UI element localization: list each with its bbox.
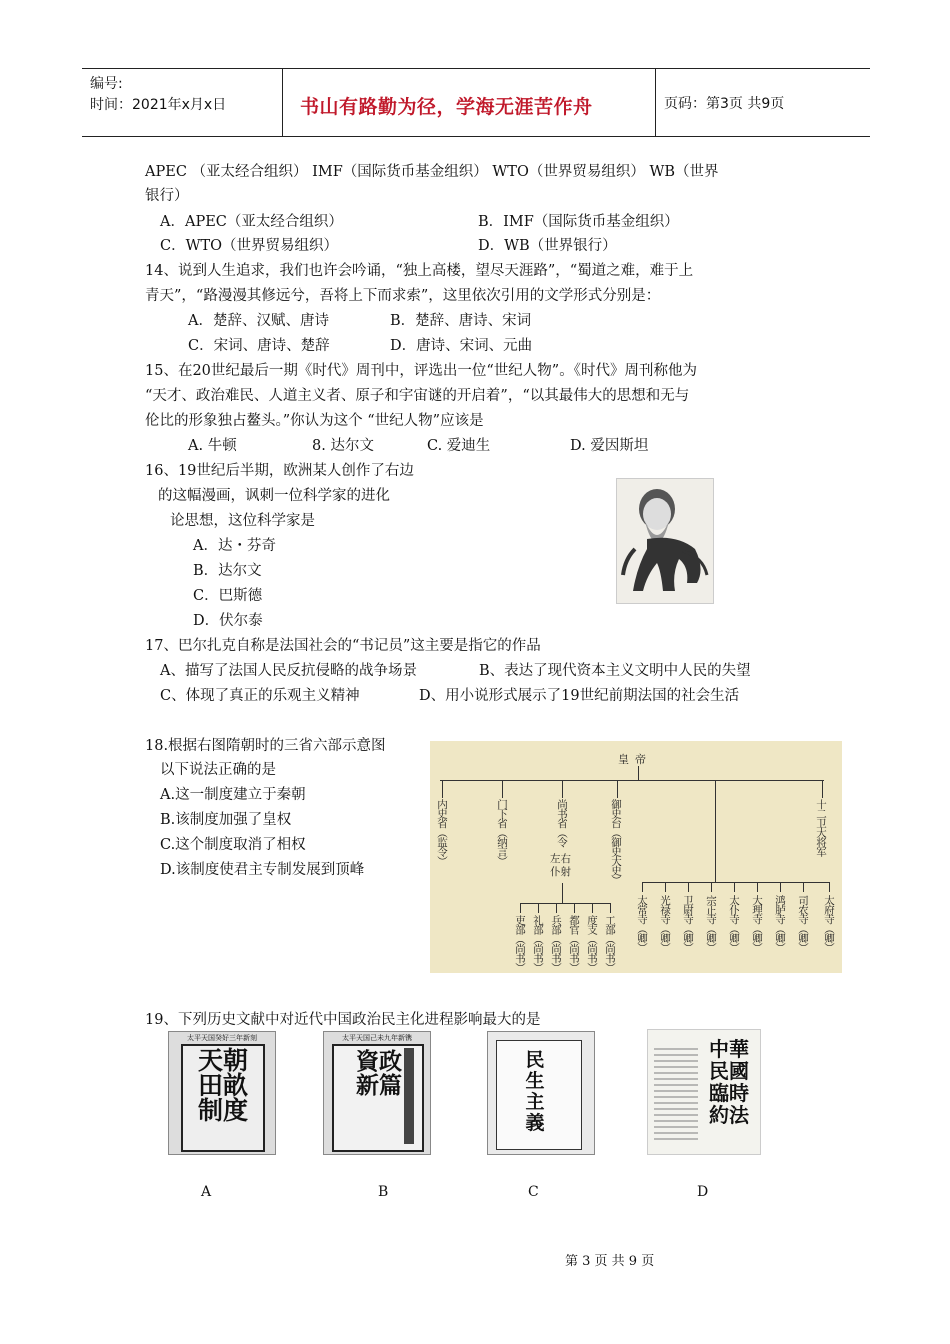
header-date: 时间：2021年x月x日 [90, 97, 227, 113]
darwin-cartoon-image [616, 478, 714, 604]
temple-zongzheng: 宗正寺（卿） [705, 895, 717, 952]
doc-a-banner: 太平天国癸好三年新刻 [187, 1034, 257, 1042]
temple-sinong: 司农寺（卿） [797, 895, 809, 952]
ministry-duzhi: 度支（尚书） [586, 915, 598, 972]
q16-option-a: A．达・芬奇 [193, 538, 276, 554]
q15-option-b: 8. 达尔文 [312, 438, 374, 454]
doc-c-title: 民生主義 [525, 1049, 545, 1134]
document-image-d [647, 1029, 761, 1155]
q14-line2: 青天”，“路漫漫其修远兮，吾将上下而求索”，这里依次引用的文学形式分别是： [145, 288, 661, 304]
doc-a-title: 天朝田畝制度 [197, 1046, 248, 1125]
header-page-label: 页码：第3页 共9页 [664, 96, 785, 112]
q17-option-a: A、描写了法国人民反抗侵略的战争场景 [160, 663, 417, 679]
header-meta [90, 74, 226, 116]
branch-neishi: 内史省（监令） [436, 799, 448, 866]
temple-taichang: 太常寺（卿） [636, 895, 648, 952]
q18-line2: 以下说法正确的是 [160, 762, 276, 778]
temple-guanglu: 光禄寺（卿） [659, 895, 671, 952]
q15-line2: “天才、政治难民、人道主义者、原子和宇宙谜的开启着”，“以其最伟大的思想和无与 [145, 388, 690, 404]
q14-option-d: D．唐诗、宋词、元曲 [390, 338, 533, 354]
q13-line2: 银行） [145, 188, 189, 204]
doc-a-label: A [201, 1184, 212, 1200]
q18-option-b: B.该制度加强了皇权 [160, 812, 292, 828]
header-divider-right [655, 68, 656, 136]
doc-c-label: C [528, 1184, 539, 1200]
q13-option-b: B．IMF（国际货币基金组织） [478, 214, 679, 230]
doc-b-banner: 太平天国己未九年新镌 [342, 1034, 412, 1042]
doc-b-label: B [378, 1184, 389, 1200]
ministry-gong: 工部（尚书） [604, 915, 616, 972]
branch-yushi: 御史台（御史大史） [610, 799, 622, 885]
q16-line2: 的这幅漫画，讽刺一位科学家的进化 [158, 488, 390, 504]
q15-option-c: C. 爱迪生 [427, 438, 491, 454]
q14-option-b: B．楚辞、唐诗、宋词 [390, 313, 532, 329]
temple-dali: 大理寺（卿） [751, 895, 763, 952]
branch-shangshu: 尚书省（令 [556, 799, 568, 847]
q14-option-a: A．楚辞、汉赋、唐诗 [188, 313, 329, 329]
ministry-li-personnel: 吏部（尚书） [514, 915, 526, 972]
q19-line1: 19、下列历史文献中对近代中国政治民主化进程影响最大的是 [145, 1012, 541, 1028]
temple-honglu: 鸿胪寺（卿） [774, 895, 786, 952]
q13-option-d: D．WB（世界银行） [478, 238, 617, 254]
q15-line3: 伦比的形象独占鳌头。”你认为这个 “世纪人物”应该是 [145, 413, 484, 429]
q16-option-d: D．伏尔泰 [193, 613, 263, 629]
q17-line1: 17、巴尔扎克自称是法国社会的“书记员”这主要是指它的作品 [145, 638, 541, 654]
shangshu-deputies: 左右仆射 [550, 853, 571, 878]
q18-line1: 18.根据右图隋朝时的三省六部示意图 [145, 738, 386, 754]
header-bottom-rule [82, 136, 870, 137]
temple-taipu: 太仆寺（卿） [728, 895, 740, 952]
q16-option-c: C．巴斯德 [193, 588, 263, 604]
q18-option-d: D.该制度使君主专制发展到顶峰 [160, 862, 365, 878]
q17-option-d: D、用小说形式展示了19世纪前期法国的社会生活 [419, 688, 740, 704]
doc-d-title: 中華民國臨時約法 [709, 1037, 749, 1127]
emperor-node: 皇帝 [618, 753, 652, 766]
q14-line1: 14、说到人生追求，我们也许会吟诵，“独上高楼，望尽天涯路”，“蜀道之难，难于上 [145, 263, 694, 279]
doc-d-label: D [697, 1184, 709, 1200]
q13-option-a: A．APEC（亚太经合组织） [160, 214, 343, 230]
document-image-a [168, 1031, 276, 1155]
branch-menxia: 门下省（纳言） [496, 799, 508, 866]
header-divider-left [282, 68, 283, 136]
document-image-c [487, 1031, 595, 1155]
footer-page-number: 第 3 页 共 9 页 [565, 1254, 655, 1269]
doc-b-title: 資政新篇 [356, 1048, 402, 1099]
q13-option-c: C．WTO（世界贸易组织） [160, 238, 339, 254]
header-top-rule [82, 68, 870, 69]
document-image-b [323, 1031, 431, 1155]
ministry-bing: 兵部（尚书） [550, 915, 562, 972]
q17-option-b: B、表达了现代资本主义文明中人民的失望 [479, 663, 751, 679]
temple-taifu: 太府寺（卿） [823, 895, 835, 952]
branch-twelve-guards: 十二卫大将军 [815, 799, 827, 856]
temple-weiwei: 卫尉寺（卿） [682, 895, 694, 952]
q18-option-c: C.这个制度取消了相权 [160, 837, 306, 853]
sui-three-departments-diagram [430, 741, 842, 973]
header-number: 编号: [90, 76, 123, 92]
q15-option-a: A. 牛顿 [188, 438, 237, 454]
q17-option-c: C、体现了真正的乐观主义精神 [160, 688, 360, 704]
q13-line1: APEC （亚太经合组织） IMF（国际货币基金组织） WTO（世界贸易组织） WB（世界 [145, 164, 719, 180]
ministry-duguan: 都官（尚书） [568, 915, 580, 972]
header-motto: 书山有路勤为径，学海无涯苦作舟 [300, 96, 593, 118]
q15-line1: 15、在20世纪最后一期《时代》周刊中，评选出一位“世纪人物”。《时代》周刊称他为 [145, 363, 697, 379]
q18-option-a: A.这一制度建立于秦朝 [160, 787, 306, 803]
q16-option-b: B．达尔文 [193, 563, 262, 579]
q15-option-d: D. 爱因斯坦 [570, 438, 649, 454]
q16-line1: 16、19世纪后半期，欧洲某人创作了右边 [145, 463, 414, 479]
ministry-li-rites: 礼部（尚书） [532, 915, 544, 972]
q14-option-c: C．宋词、唐诗、楚辞 [188, 338, 330, 354]
q16-line3: 论思想，这位科学家是 [170, 513, 315, 529]
